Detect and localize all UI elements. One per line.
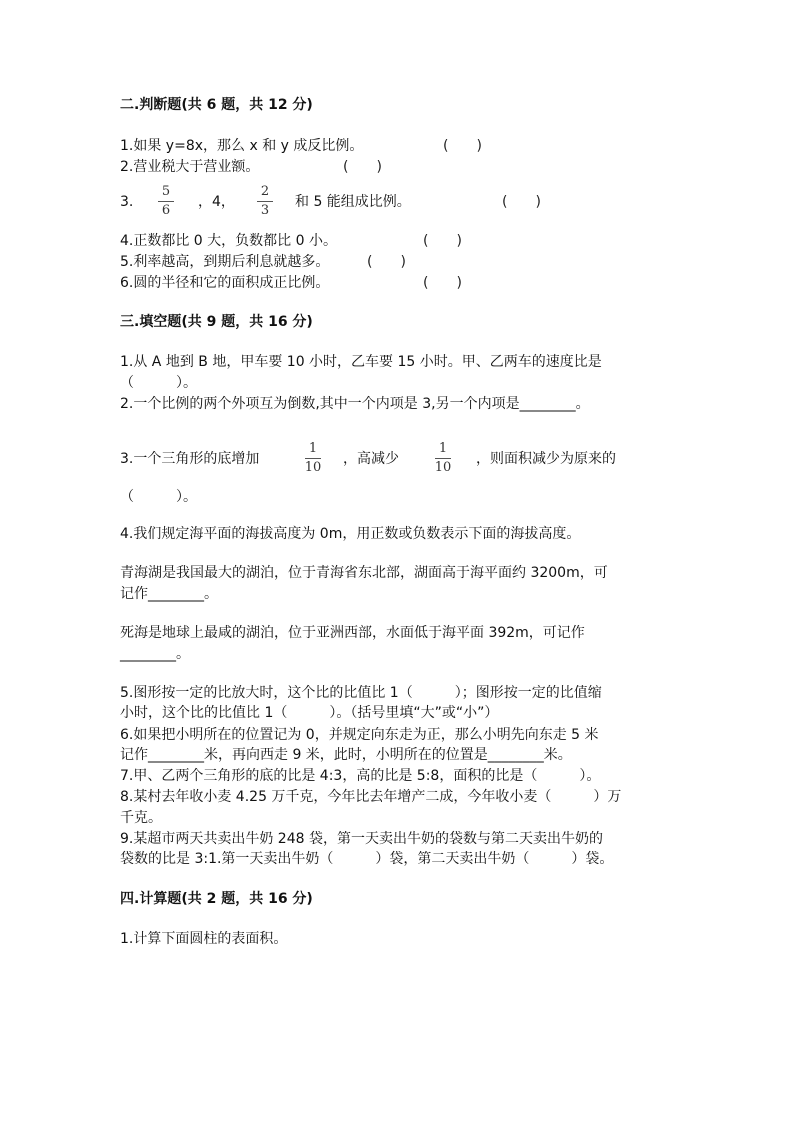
fill-q8-line1: 8.某村去年收小麦 4.25 万千克，今年比去年增产二成，今年收小麦（ ）万 <box>120 789 622 805</box>
judge-q6-answer[interactable]: ( ) <box>423 275 462 291</box>
calc-q1: 1.计算下面圆柱的表面积。 <box>120 931 288 947</box>
fill-q9-line2: 袋数的比是 3:1.第一天卖出牛奶（ ）袋，第二天卖出牛奶（ ）袋。 <box>120 851 614 867</box>
fraction-numerator: 5 <box>161 184 171 199</box>
judge-q4: 4.正数都比 0 大，负数都比 0 小。 <box>120 233 337 249</box>
fill-q6-line1: 6.如果把小明所在的位置记为 0，并规定向东走为正，那么小明先向东走 5 米 <box>120 727 599 743</box>
fill-q4-p2-line2[interactable]: ________。 <box>120 646 190 662</box>
judge-q3-text: 和 5 能组成比例。 <box>295 194 411 210</box>
judge-q1: 1.如果 y=8x，那么 x 和 y 成反比例。 <box>120 138 364 154</box>
fraction-denominator: 3 <box>260 203 270 218</box>
judge-q4-answer[interactable]: ( ) <box>423 233 462 249</box>
judge-q6: 6.圆的半径和它的面积成正比例。 <box>120 275 330 291</box>
fraction-denominator: 10 <box>434 460 452 475</box>
judge-q1-answer[interactable]: ( ) <box>443 138 482 154</box>
fraction-1-10-b <box>432 442 454 475</box>
judge-q3-mid: ，4， <box>198 194 235 210</box>
fill-q4-p1-line1: 青海湖是我国最大的湖泊，位于青海省东北部，湖面高于海平面约 3200m，可 <box>120 565 608 581</box>
fill-q3-mid: ，高减少 <box>343 451 399 467</box>
fraction-numerator: 1 <box>308 441 318 456</box>
section-3-title: 三.填空题(共 9 题，共 16 分) <box>120 314 313 330</box>
fill-q5-line2: 小时，这个比的比值比 1（ ）。（括号里填“大”或“小”） <box>120 705 499 721</box>
judge-q3-answer[interactable]: ( ) <box>502 194 541 210</box>
fill-q6-line2: 记作________米，再向西走 9 米，此时，小明所在的位置是________米。 <box>120 747 572 763</box>
fill-q1-line1: 1.从 A 地到 B 地，甲车要 10 小时，乙车要 15 小时。甲、乙两车的速度比是 <box>120 354 602 370</box>
judge-q3-label: 3. <box>120 194 134 210</box>
fill-q2: 2.一个比例的两个外项互为倒数,其中一个内项是 3,另一个内项是________。 <box>120 396 590 412</box>
fill-q3-end: ，则面积减少为原来的 <box>476 451 616 467</box>
fill-q8-line2: 千克。 <box>120 810 162 826</box>
fill-q7: 7.甲、乙两个三角形的底的比是 4:3，高的比是 5:8，面积的比是（ ）。 <box>120 768 601 784</box>
fraction-5-6 <box>155 185 177 218</box>
fill-q4-p1-line2[interactable]: 记作________。 <box>120 586 218 602</box>
fraction-denominator: 10 <box>304 460 322 475</box>
fill-q1-line2[interactable]: （ ）。 <box>120 375 197 391</box>
judge-q2-answer[interactable]: ( ) <box>343 159 382 175</box>
fraction-numerator: 1 <box>438 441 448 456</box>
fill-q9-line1: 9.某超市两天共卖出牛奶 248 袋，第一天卖出牛奶的袋数与第二天卖出牛奶的 <box>120 831 603 847</box>
fill-q3-line1: 3.一个三角形的底增加 <box>120 451 260 467</box>
fraction-2-3 <box>254 185 276 218</box>
fill-q4-p2-line1: 死海是地球上最咸的湖泊，位于亚洲西部，水面低于海平面 392m，可记作 <box>120 625 585 641</box>
section-2-title: 二.判断题(共 6 题，共 12 分) <box>120 97 313 113</box>
fraction-1-10-a <box>302 442 324 475</box>
fraction-denominator: 6 <box>161 203 171 218</box>
judge-q5: 5.利率越高，到期后利息就越多。 <box>120 254 330 270</box>
judge-q2: 2.营业税大于营业额。 <box>120 159 260 175</box>
judge-q5-answer[interactable]: ( ) <box>367 254 406 270</box>
fill-q5-line1: 5.图形按一定的比放大时，这个比的比值比 1（ ）；图形按一定的比值缩 <box>120 685 602 701</box>
fraction-numerator: 2 <box>260 184 270 199</box>
fill-q4-intro: 4.我们规定海平面的海拔高度为 0m，用正数或负数表示下面的海拔高度。 <box>120 526 581 542</box>
fill-q3-answer[interactable]: （ ）。 <box>120 489 197 505</box>
section-4-title: 四.计算题(共 2 题，共 16 分) <box>120 891 313 907</box>
